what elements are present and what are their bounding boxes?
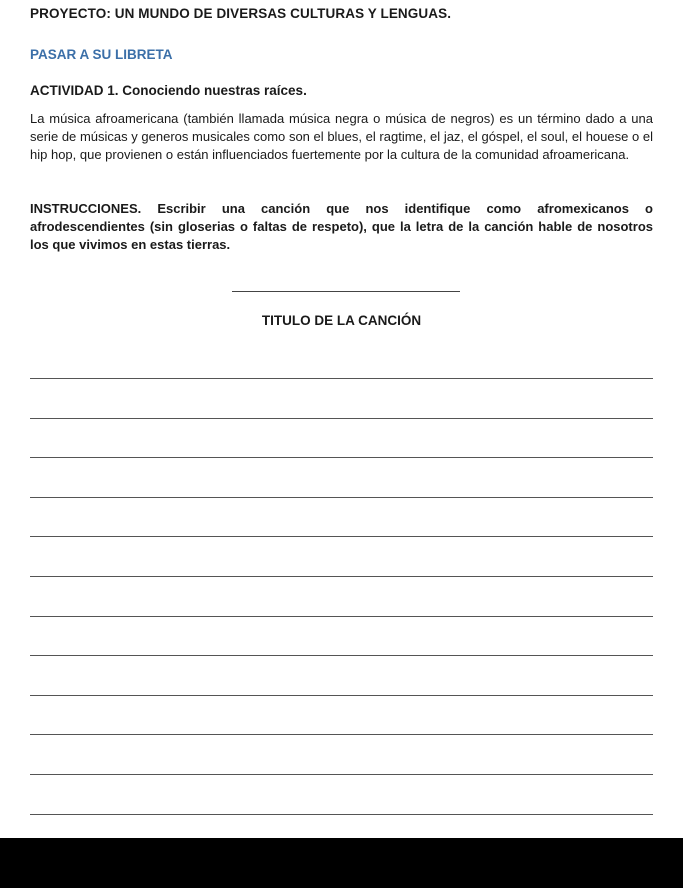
writing-line[interactable] [30, 655, 653, 656]
section-label: PASAR A SU LIBRETA [30, 47, 173, 62]
bottom-black-bar [0, 838, 683, 888]
song-title-label: TITULO DE LA CANCIÓN [261, 313, 422, 328]
intro-paragraph: La música afroamericana (también llamada música negra o música de negros) es un término dado a una serie de músicas y generos musicales como son el blues, el ragtime, el jaz, el góspel, el soul, el houese o el hip hop, que provienen o están influenciados fuertemente por la cultura de la comunidad afroamericana. [30, 111, 653, 162]
writing-line[interactable] [30, 734, 653, 735]
writing-line[interactable] [30, 497, 653, 498]
writing-line[interactable] [30, 536, 653, 537]
writing-line[interactable] [30, 814, 653, 815]
writing-line[interactable] [30, 457, 653, 458]
writing-line[interactable] [30, 418, 653, 419]
activity-title: ACTIVIDAD 1. Conociendo nuestras raíces. [30, 83, 307, 98]
instructions-paragraph: INSTRUCCIONES. Escribir una canción que nos identifique como afromexicanos o afrodescendientes (sin gloserias o faltas de respeto), que la letra de la canción hable de nosotros los que vivimos en estas tierras. [30, 201, 653, 252]
writing-line[interactable] [30, 378, 653, 379]
project-title: PROYECTO: UN MUNDO DE DIVERSAS CULTURAS Y LENGUAS. [30, 6, 452, 21]
writing-line[interactable] [30, 616, 653, 617]
writing-line[interactable] [30, 774, 653, 775]
writing-line[interactable] [30, 695, 653, 696]
song-title-blank-line[interactable] [232, 291, 460, 292]
writing-line[interactable] [30, 576, 653, 577]
